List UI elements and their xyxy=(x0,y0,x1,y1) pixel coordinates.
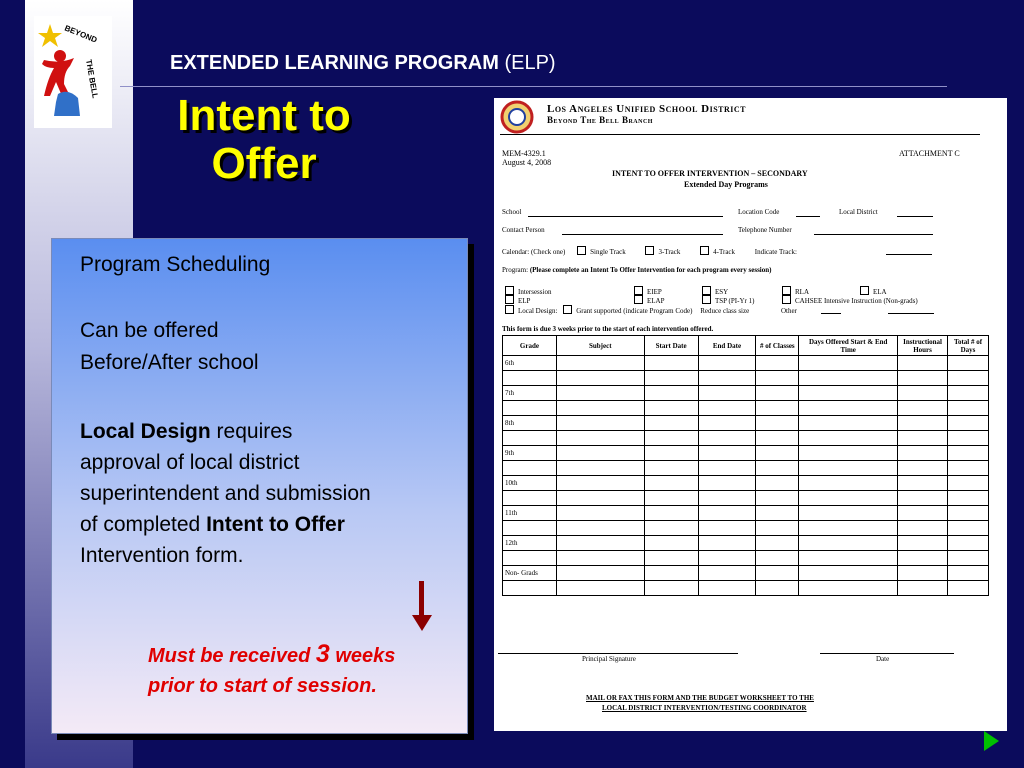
opt-label: Grant supported (indicate Program Code) xyxy=(576,307,693,315)
table-row xyxy=(503,446,989,461)
col-subject: Subject xyxy=(556,336,644,356)
next-slide-icon[interactable] xyxy=(984,731,999,751)
form-opt-elp xyxy=(505,295,530,305)
form-reduce-class-line xyxy=(821,313,841,314)
opt-label: ELA xyxy=(873,288,887,296)
principal-signature-label: Principal Signature xyxy=(582,655,636,663)
form-footer-line1: MAIL OR FAX THIS FORM AND THE BUDGET WORKSHEET TO THE xyxy=(586,694,814,702)
info-offered-line2: Before/After school xyxy=(80,351,259,374)
form-attachment: ATTACHMENT C xyxy=(899,149,960,158)
table-row xyxy=(503,476,989,491)
table-row xyxy=(503,536,989,551)
form-single-track: Single Track xyxy=(590,248,626,256)
header-abbr: (ELP) xyxy=(504,52,556,74)
deadline-text-c: prior to start of session xyxy=(148,675,372,697)
opt-label: Other xyxy=(780,307,797,315)
grade-cell: 10th xyxy=(503,476,557,491)
deadline-text-a: Must be received xyxy=(148,645,311,667)
grade-cell: 8th xyxy=(503,416,557,431)
grade-cell: 6th xyxy=(503,356,557,371)
info-offered-line1: Can be offered xyxy=(80,319,219,342)
checkbox-icon xyxy=(702,295,711,304)
table-row xyxy=(503,461,989,476)
form-telephone-line xyxy=(814,234,933,235)
table-row xyxy=(503,386,989,401)
form-indicate-track: Indicate Track: xyxy=(754,248,797,256)
opt-label: ESY xyxy=(715,288,729,296)
form-opt-tsp xyxy=(702,295,754,305)
deadline-note xyxy=(148,639,395,701)
form-memo-number: MEM-4329.1 xyxy=(502,149,546,158)
deadline-line2 xyxy=(148,671,395,701)
form-subtitle: Extended Day Programs xyxy=(684,180,768,189)
form-opt-cahsee xyxy=(782,295,918,305)
checkbox-icon xyxy=(782,286,791,295)
of-completed-text: of completed xyxy=(80,513,201,536)
checkbox-icon xyxy=(860,286,869,295)
table-row xyxy=(503,551,989,566)
form-date: August 4, 2008 xyxy=(502,158,552,167)
col-start-date: Start Date xyxy=(644,336,698,356)
checkbox-icon xyxy=(563,305,572,314)
principal-signature-line xyxy=(498,653,738,654)
local-design-requires: requires xyxy=(216,420,293,443)
down-arrow-shaft xyxy=(419,581,424,617)
col-instructional-hours: Instructional Hours xyxy=(898,336,948,356)
form-footer-line2: LOCAL DISTRICT INTERVENTION/TESTING COORDINATOR xyxy=(602,704,807,712)
col-total-days: Total # of Days xyxy=(948,336,989,356)
svg-text:BEYOND: BEYOND xyxy=(63,23,99,45)
table-row xyxy=(503,401,989,416)
col-grade: Grade xyxy=(503,336,557,356)
form-school-line xyxy=(528,216,723,217)
opt-label: Reduce class size xyxy=(700,307,750,315)
form-opt-local-design-row xyxy=(505,305,797,315)
form-school-label: School xyxy=(502,208,522,216)
form-location-code-line xyxy=(796,216,820,217)
slide-title xyxy=(158,92,370,188)
form-grade-table xyxy=(502,335,989,596)
slide-title-line1: Intent to xyxy=(177,91,351,140)
grade-cell: 9th xyxy=(503,446,557,461)
checkbox-icon xyxy=(505,295,514,304)
info-local-design-line1 xyxy=(80,416,292,447)
checkbox-icon xyxy=(634,295,643,304)
opt-label: RLA xyxy=(795,288,809,296)
intent-to-offer-form-image xyxy=(494,98,1007,731)
checkbox-icon xyxy=(577,246,586,255)
beyond-the-bell-logo xyxy=(34,16,112,128)
header-divider xyxy=(120,86,947,87)
intent-to-offer-bold: Intent to Offer xyxy=(206,513,345,536)
form-header-rule xyxy=(500,134,980,135)
table-row xyxy=(503,581,989,596)
checkbox-icon xyxy=(505,286,514,295)
col-days-offered: Days Offered Start & End Time xyxy=(799,336,898,356)
form-location-code-label: Location Code xyxy=(738,208,780,216)
form-local-district-label: Local District xyxy=(839,208,878,216)
deadline-line1 xyxy=(148,639,395,671)
opt-label: ELP xyxy=(518,297,531,305)
svg-text:THE BELL: THE BELL xyxy=(84,58,100,99)
opt-label: TSP (PI-Yr 1) xyxy=(715,297,755,305)
info-local-design-line3: superintendent and submission xyxy=(80,482,371,505)
col-num-classes: # of Classes xyxy=(756,336,799,356)
checkbox-icon xyxy=(634,286,643,295)
checkbox-icon xyxy=(700,246,709,255)
form-opt-elap xyxy=(634,295,665,305)
date-signature-label: Date xyxy=(876,655,890,663)
deadline-number: 3 xyxy=(315,640,330,668)
grade-cell: Non- Grads xyxy=(503,566,557,581)
form-calendar-row xyxy=(502,246,797,256)
table-header-row xyxy=(503,336,989,356)
checkbox-icon xyxy=(505,305,514,314)
table-row xyxy=(503,521,989,536)
grade-cell: 7th xyxy=(503,386,557,401)
header-title: EXTENDED LEARNING PROGRAM xyxy=(170,52,499,74)
opt-label: EIEP xyxy=(647,288,662,296)
form-program-row xyxy=(502,266,771,274)
form-title: INTENT TO OFFER INTERVENTION – SECONDARY xyxy=(612,169,808,178)
checkbox-icon xyxy=(645,246,654,255)
form-other-line xyxy=(888,313,934,314)
form-indicate-track-line xyxy=(886,254,932,255)
info-local-design-line4 xyxy=(80,509,345,540)
form-four-track: 4-Track xyxy=(713,248,736,256)
form-calendar-label: Calendar: (Check one) xyxy=(502,248,566,256)
slide-title-line2: Offer xyxy=(211,139,317,188)
col-end-date: End Date xyxy=(698,336,756,356)
table-row xyxy=(503,491,989,506)
form-contact-line xyxy=(562,234,723,235)
form-local-district-line xyxy=(897,216,933,217)
form-program-note: (Please complete an Intent To Offer Intervention for each program every session) xyxy=(529,266,772,274)
table-row xyxy=(503,416,989,431)
info-heading: Program Scheduling xyxy=(80,253,271,276)
table-row xyxy=(503,431,989,446)
opt-label: CAHSEE Intensive Instruction (Non-grads) xyxy=(795,297,918,305)
opt-label: ELAP xyxy=(647,297,665,305)
local-design-bold: Local Design xyxy=(80,420,211,443)
checkbox-icon xyxy=(702,286,711,295)
info-local-design-line2: approval of local district xyxy=(80,451,300,474)
form-program-label: Program: xyxy=(502,266,529,274)
date-signature-line xyxy=(820,653,954,654)
table-row xyxy=(503,566,989,581)
deadline-period: . xyxy=(371,675,377,697)
slide-header xyxy=(170,52,556,75)
opt-label: Intersession xyxy=(518,288,552,296)
table-row xyxy=(503,356,989,371)
form-three-track: 3-Track xyxy=(658,248,681,256)
checkbox-icon xyxy=(782,295,791,304)
form-due-note: This form is due 3 weeks prior to the start of each intervention offered. xyxy=(502,325,714,333)
deadline-text-b: weeks xyxy=(335,645,396,667)
opt-label: Local Design: xyxy=(518,307,558,315)
table-row xyxy=(503,371,989,386)
table-row xyxy=(503,506,989,521)
info-local-design-line5: Intervention form. xyxy=(80,544,244,567)
form-telephone-label: Telephone Number xyxy=(738,226,792,234)
info-box xyxy=(51,238,468,734)
grade-cell: 12th xyxy=(503,536,557,551)
form-contact-label: Contact Person xyxy=(502,226,545,234)
form-branch-name: Beyond The Bell Branch xyxy=(547,115,653,125)
down-arrow-icon xyxy=(412,615,432,631)
form-district-name: Los Angeles Unified School District xyxy=(547,103,746,115)
grade-cell: 11th xyxy=(503,506,557,521)
